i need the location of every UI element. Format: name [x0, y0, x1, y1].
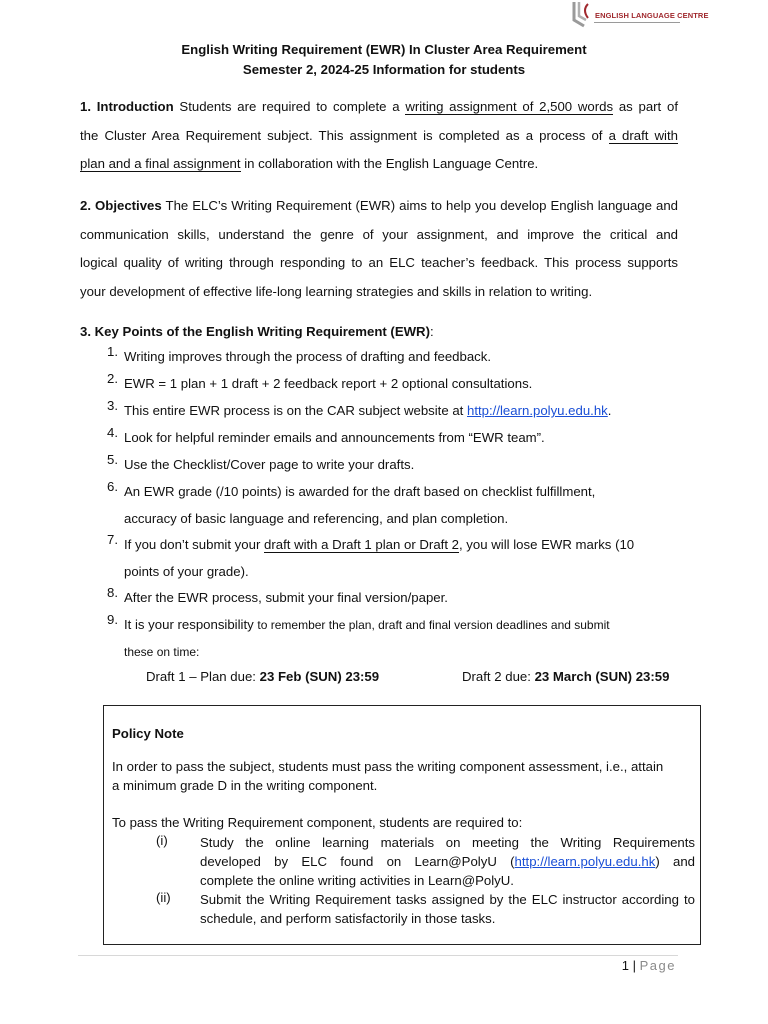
document-title-line1: English Writing Requirement (EWR) In Cluster Area Requirement — [181, 42, 587, 57]
draft-final-requirement: plan and a final assignment — [80, 156, 241, 171]
draft2-deadline: Draft 2 due: 23 March (SUN) 23:59 — [462, 669, 670, 684]
document-title-line2: Semester 2, 2024-25 Information for students — [242, 62, 526, 77]
policy-pass-requirement: In order to pass the subject, students must pass the writing component assessment, i.e., attain a minimum grade D in the writing component. — [112, 759, 664, 793]
key-points-heading: 3. Key Points of the English Writing Requirement (EWR): — [80, 324, 434, 339]
policy-item-i: Study the online learning materials on meeting the Writing Requirements developed by ELC found on Learn@PolyU (http://learn.polyu.edu.hk) and complete the online writing activities in Learn@PolyU. — [200, 835, 695, 888]
objectives-section: 2. Objectives The ELC’s Writing Requirement (EWR) aims to help you develop English language and communication skills, understand the genre of your assignment, and improve the critical and logical quality of writing through responding to an ELC teacher’s feedback. This process supports your development of effective life-long learning strategies and skills in relation to writing. — [80, 198, 679, 299]
policy-learn-polyu-link[interactable]: http://learn.polyu.edu.hk — [514, 854, 656, 869]
introduction-section: 1. Introduction Students are required to complete a writing assignment of 2,500 words as part of the Cluster Area Requirement subject. This assignment is completed as a process of a draft with plan and a final assignment in collaboration with the English Language Centre. — [80, 99, 678, 171]
policy-item-ii-number: (ii) — [156, 890, 171, 905]
policy-item-ii: Submit the Writing Requirement tasks assigned by the ELC instructor according to schedule, and perform satisfactorily in those tasks. — [200, 892, 695, 926]
page-number: 1 — [621, 958, 630, 973]
objectives-heading: 2. Objectives — [80, 198, 162, 213]
policy-writing-requirement-intro: To pass the Writing Requirement component, students are required to: — [112, 815, 523, 830]
introduction-heading: 1. Introduction — [80, 99, 174, 114]
policy-note-heading: Policy Note — [112, 726, 184, 741]
policy-note-box — [103, 705, 701, 945]
draft1-deadline: Draft 1 – Plan due: 23 Feb (SUN) 23:59 — [146, 669, 380, 684]
footer-divider — [78, 955, 678, 956]
draft-plan-warning: draft with a Draft 1 plan or Draft 2 — [264, 537, 459, 552]
logo-underline — [594, 22, 680, 23]
logo-text: ENGLISH LANGUAGE CENTRE — [595, 11, 709, 20]
policy-item-i-number: (i) — [156, 833, 168, 848]
page-footer: 1 | Page — [621, 958, 676, 973]
word-count-requirement: writing assignment of 2,500 words — [405, 99, 614, 114]
learn-polyu-link[interactable]: http://learn.polyu.edu.hk — [467, 403, 608, 418]
